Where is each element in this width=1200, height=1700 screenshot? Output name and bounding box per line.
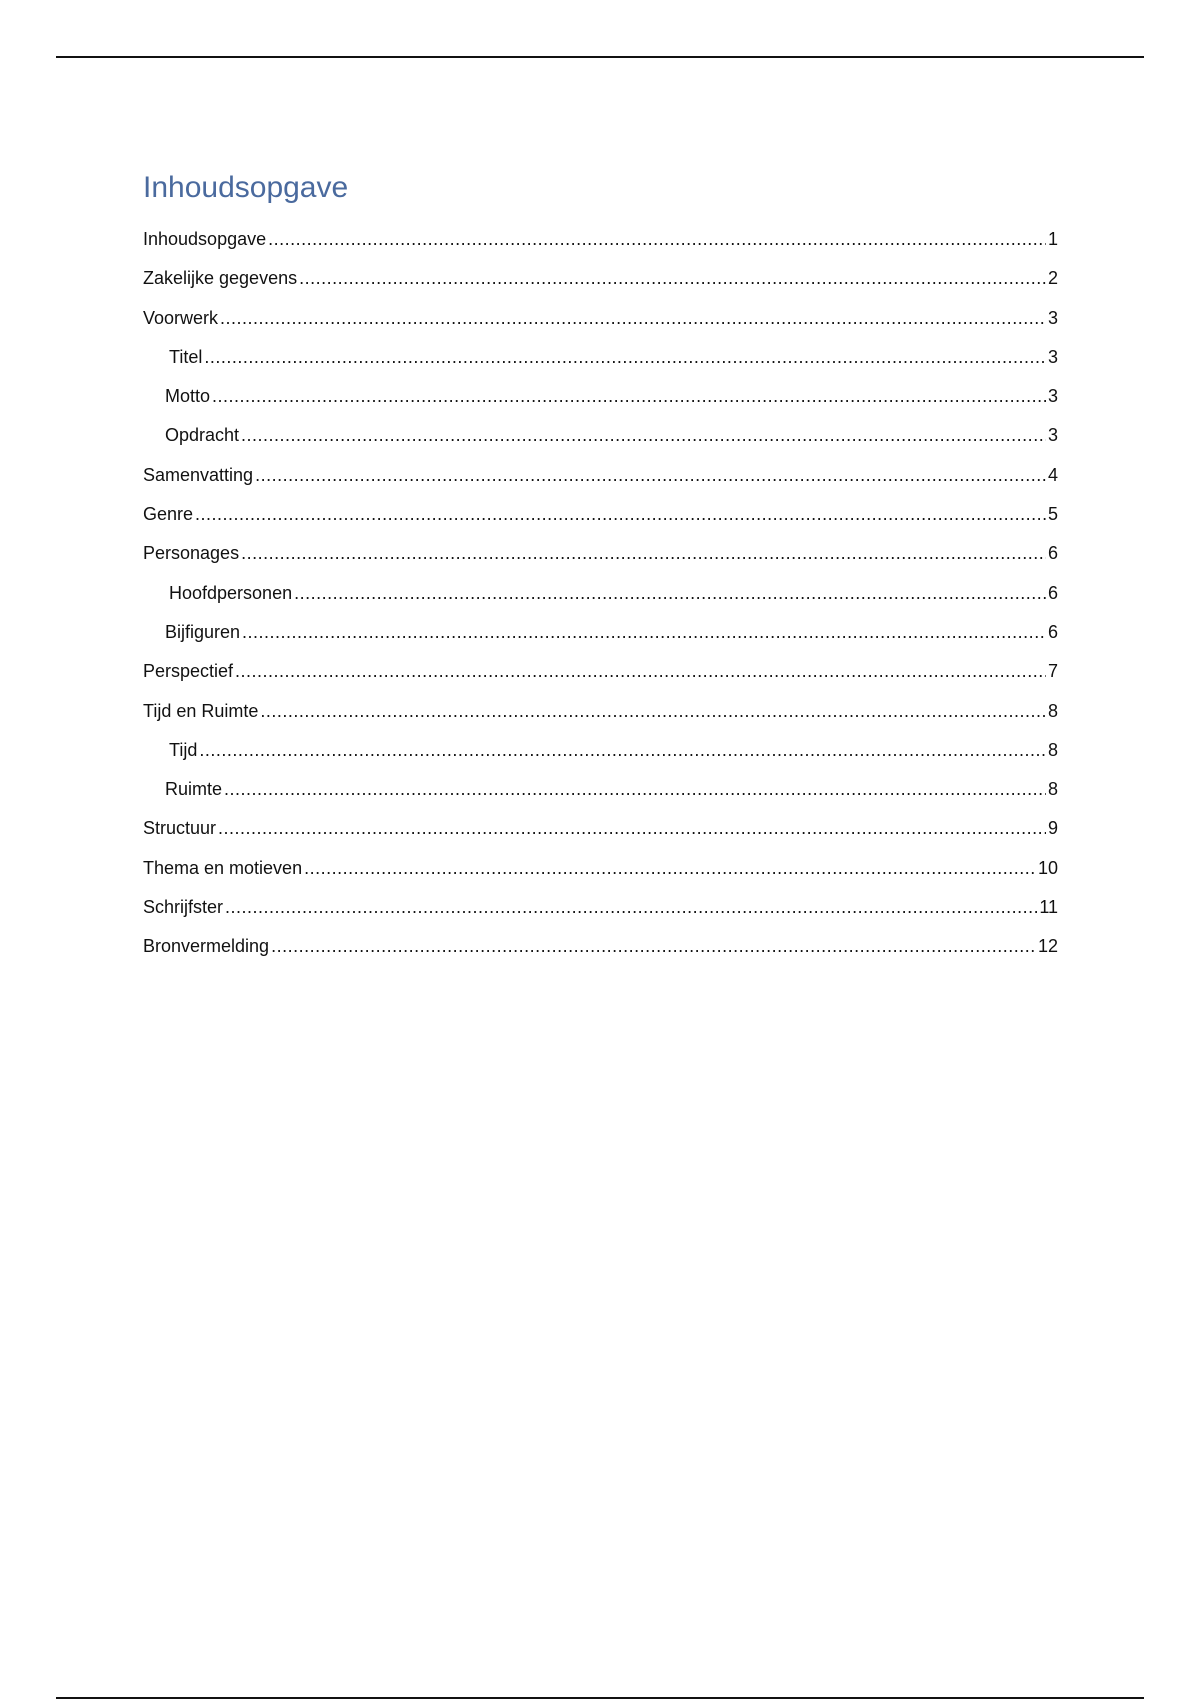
toc-entry-page-number: 1 (1047, 229, 1058, 249)
toc-dot-leader (268, 228, 1046, 250)
toc-entry-label: Samenvatting (143, 464, 254, 485)
toc-entry[interactable] (143, 896, 1058, 935)
toc-dot-leader (260, 700, 1046, 722)
toc-dot-leader (220, 307, 1046, 329)
toc-section (143, 168, 1058, 975)
toc-entry-label: Perspectief (143, 661, 234, 682)
toc-dot-leader (225, 896, 1037, 918)
toc-entry-page-number: 10 (1037, 857, 1058, 878)
toc-entry-label: Tijd (169, 739, 198, 760)
toc-entry[interactable] (143, 307, 1058, 346)
toc-entry[interactable] (143, 817, 1058, 856)
toc-entry[interactable] (143, 503, 1058, 542)
toc-dot-leader (235, 660, 1046, 682)
toc-dot-leader (199, 739, 1046, 761)
page-title: Inhoudsopgave (143, 171, 349, 204)
toc-entry-page-number: 6 (1047, 621, 1058, 642)
toc-dot-leader (241, 424, 1046, 446)
toc-list (143, 228, 1058, 975)
toc-entry-page-number: 2 (1047, 268, 1058, 289)
toc-entry-label: Motto (165, 386, 211, 407)
toc-entry[interactable] (143, 778, 1058, 817)
toc-entry[interactable] (143, 621, 1058, 660)
toc-entry-page-number: 3 (1047, 425, 1058, 446)
toc-entry-page-number: 8 (1047, 779, 1058, 800)
toc-entry-page-number: 8 (1047, 700, 1058, 721)
toc-entry[interactable] (143, 542, 1058, 581)
toc-dot-leader (212, 385, 1046, 407)
toc-entry-page-number: 6 (1047, 543, 1058, 564)
toc-entry-label: Inhoudsopgave (143, 229, 267, 249)
toc-entry-page-number: 9 (1047, 818, 1058, 839)
toc-dot-leader (242, 621, 1046, 643)
toc-entry[interactable] (143, 346, 1058, 385)
toc-entry-label: Voorwerk (143, 307, 219, 328)
toc-entry-page-number: 8 (1047, 739, 1058, 760)
toc-entry-page-number: 12 (1037, 936, 1058, 957)
toc-dot-leader (271, 935, 1036, 957)
toc-entry-label: Opdracht (165, 425, 240, 446)
toc-entry[interactable] (143, 700, 1058, 739)
toc-entry[interactable] (143, 464, 1058, 503)
toc-entry[interactable] (143, 739, 1058, 778)
toc-dot-leader (241, 542, 1046, 564)
toc-dot-leader (204, 346, 1046, 368)
toc-entry[interactable] (143, 935, 1058, 974)
toc-entry[interactable] (143, 228, 1058, 267)
toc-entry-page-number: 3 (1047, 307, 1058, 328)
toc-entry[interactable] (143, 424, 1058, 463)
toc-entry-label: Genre (143, 504, 194, 525)
toc-entry-label: Hoofdpersonen (169, 582, 293, 603)
toc-entry-label: Thema en motieven (143, 857, 303, 878)
toc-entry[interactable] (143, 267, 1058, 306)
toc-entry-page-number: 7 (1047, 661, 1058, 682)
toc-dot-leader (299, 267, 1046, 289)
toc-entry-page-number: 11 (1039, 897, 1058, 918)
toc-entry-label: Personages (143, 543, 240, 564)
toc-entry-page-number: 4 (1047, 464, 1058, 485)
toc-entry-label: Bronvermelding (143, 936, 270, 957)
toc-entry-page-number: 6 (1047, 582, 1058, 603)
toc-entry-label: Structuur (143, 818, 217, 839)
toc-entry-page-number: 5 (1047, 504, 1058, 525)
toc-dot-leader (195, 503, 1046, 525)
toc-entry[interactable] (143, 385, 1058, 424)
footer-rule (56, 1697, 1144, 1699)
toc-entry[interactable] (143, 660, 1058, 699)
toc-entry-label: Ruimte (165, 779, 223, 800)
toc-entry-page-number: 3 (1047, 346, 1058, 367)
toc-dot-leader (294, 582, 1046, 604)
toc-entry[interactable] (143, 582, 1058, 621)
toc-entry-label: Titel (169, 346, 203, 367)
toc-entry-label: Schrijfster (143, 897, 224, 918)
toc-dot-leader (255, 464, 1046, 486)
toc-entry-label: Bijfiguren (165, 621, 241, 642)
header-rule (56, 56, 1144, 58)
toc-dot-leader (218, 817, 1046, 839)
toc-entry-label: Zakelijke gegevens (143, 268, 298, 289)
toc-entry[interactable] (143, 857, 1058, 896)
toc-entry-label: Tijd en Ruimte (143, 700, 259, 721)
toc-dot-leader (224, 778, 1046, 800)
toc-entry-page-number: 3 (1047, 386, 1058, 407)
toc-dot-leader (304, 857, 1036, 879)
